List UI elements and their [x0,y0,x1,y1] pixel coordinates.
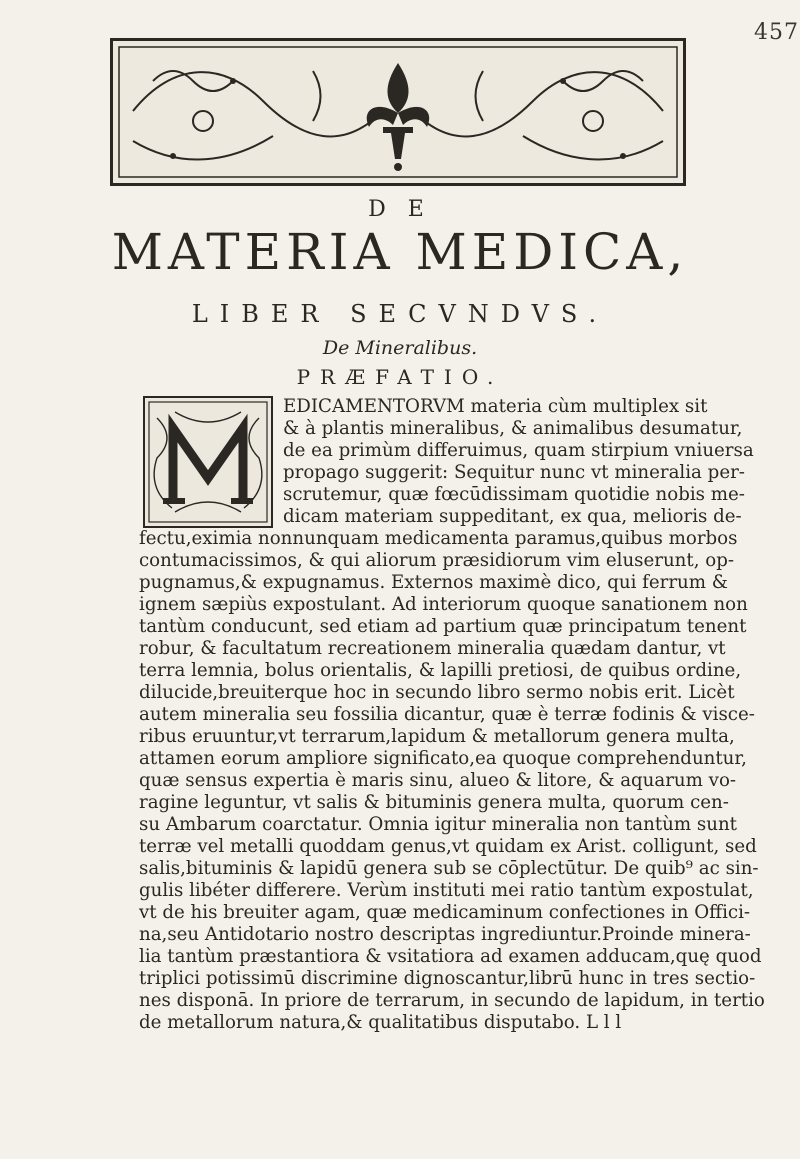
text-line: dilucide,breuiterque hoc in secundo libro sermo nobis erit. Licèt [139,682,735,703]
text-line: robur, & facultatum recreationem mineralia quædam dantur, vt [139,638,726,659]
text-line: terra lemnia, bolus orientalis, & lapilli pretiosi, de quibus ordine, [139,660,742,681]
text-line: pugnamus,& expugnamus. Externos maximè dico, qui ferrum & [139,572,728,593]
section-subtitle: De Mineralibus. [322,337,478,359]
text-line: autem mineralia seu fossilia dicantur, quæ è terræ fodinis & visce- [139,704,755,725]
text-line: ragine leguntur, vt salis & bituminis genera multa, quorum cen- [139,792,729,813]
text-line: gulis libéter differere. Verùm instituti mei ratio tantùm expostulat, [139,880,754,901]
text-line: triplici potissimū discrimine dignoscantur,librū hunc in tres sectio- [139,968,756,989]
text-line: na,seu Antidotario nostro descriptas ingrediuntur.Proinde minera- [139,924,751,945]
text-line: fectu,eximia nonnunquam medicamenta paramus,quibus morbos [139,528,738,549]
text-line: su Ambarum coarctatur. Omnia igitur mineralia non tantùm sunt [139,814,737,835]
text-line: de ea primùm differuimus, quam stirpium vniuersa [283,440,754,461]
text-line: & à plantis mineralibus, & animalibus desumatur, [283,418,743,439]
text-line: lia tantùm præstantiora & vsitatiora ad examen adducam,quę quod [139,946,762,967]
book-subtitle: LIBER SECVNDVS. [191,300,609,328]
text-line: EDICAMENTORVM materia cùm multiplex sit [283,396,708,417]
text-line: propago suggerit: Sequitur nunc vt mineralia per- [283,462,745,483]
text-line: vt de his breuiter agam, quæ medicaminum confectiones in Offici- [139,902,751,923]
fleur-de-lis-icon [113,41,683,183]
text-line: attamen eorum ampliore significato,ea quoque comprehenduntur, [139,748,747,769]
ornamental-headpiece [110,38,686,186]
text-line: salis,bituminis & lapidū genera sub se cōplectūtur. De quib⁹ ac sin- [139,858,759,879]
text-line: quæ sensus expertia è maris sinu, alueo & litore, & aquarum vo- [139,770,737,791]
text-line: dicam materiam suppeditant, ex qua, melioris de- [283,506,742,527]
text-line: tantùm conducunt, sed etiam ad partium quæ principatum tenent [139,616,747,637]
text-line: nes disponā. In priore de terrarum, in secundo de lapidum, in tertio [139,990,765,1011]
section-heading: PRÆFATIO. [296,365,504,389]
text-line: terræ vel metalli quoddam genus,vt quidam ex Arist. colligunt, sed [139,836,757,857]
page-title: MATERIA MEDICA, [111,223,689,281]
title-de: DE [368,197,446,222]
initial-m-icon [145,398,271,526]
text-line: ribus eruuntur,vt terrarum,lapidum & metallorum genera multa, [139,726,735,747]
text-line: contumacissimos, & qui aliorum præsidiorum vim eluserunt, op- [139,550,734,571]
page-number: 457 [754,20,799,45]
text-line: ignem sæpiùs expostulant. Ad interiorum quoque sanationem non [139,594,748,615]
text-line: scrutemur, quæ fœcūdissimam quotidie nobis me- [283,484,745,505]
ornamental-initial [143,396,273,528]
text-line: de metallorum natura,& qualitatibus disputabo. L l l [139,1012,622,1033]
